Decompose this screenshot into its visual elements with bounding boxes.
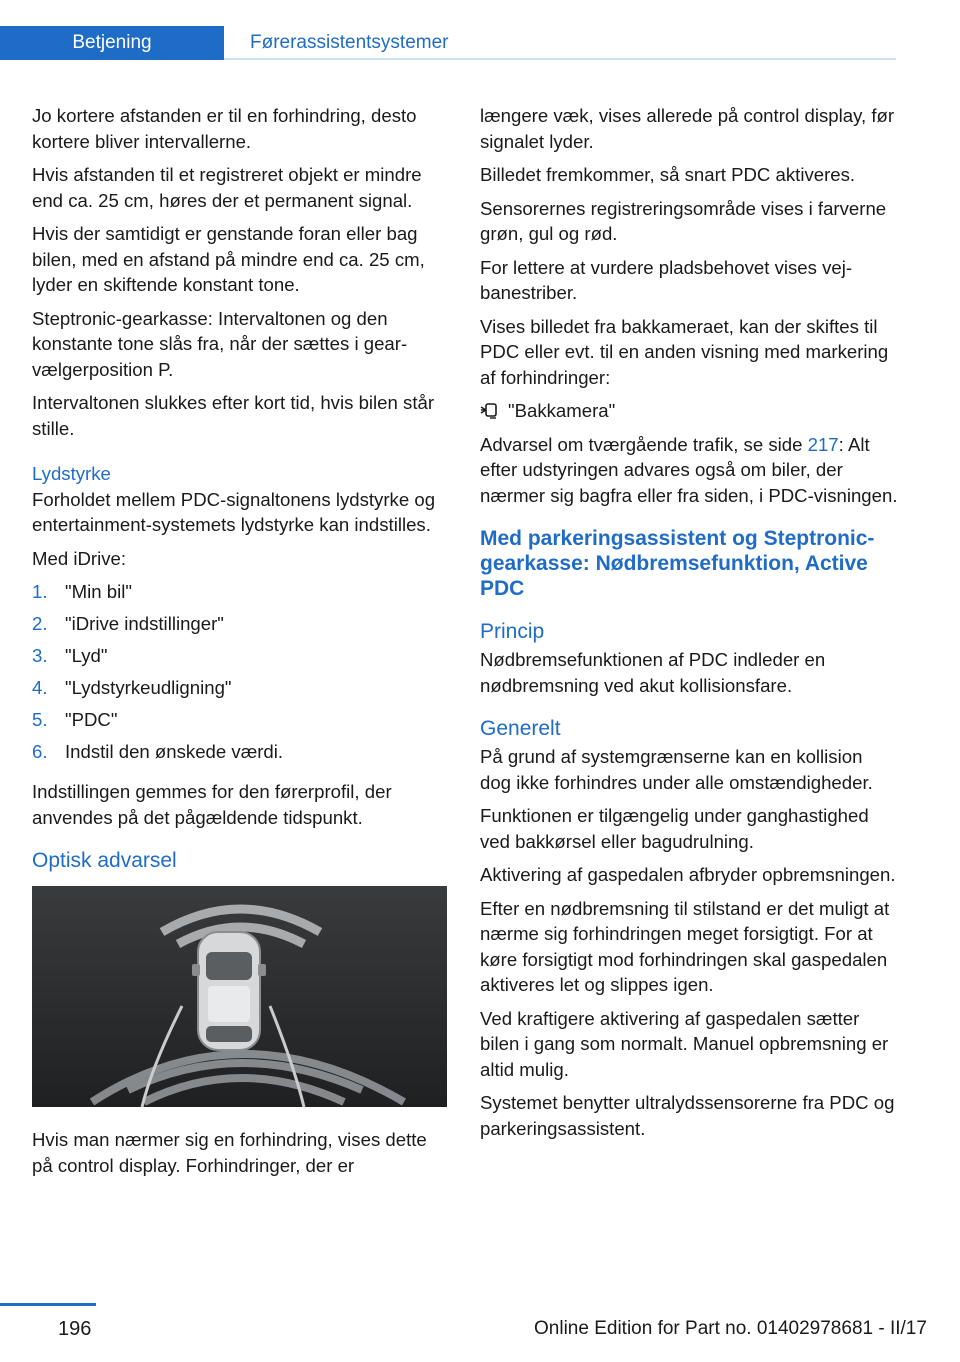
- step-text: Indstil den ønskede værdi.: [65, 741, 284, 762]
- text: Advarsel om tværgående trafik, se side: [480, 433, 808, 455]
- paragraph: Hvis der samtidigt er genstande foran eller bag bilen, med en afstand på mindre end ca. 25 cm, lyder en skiftende konstant tone.: [32, 223, 425, 295]
- paragraph: Med iDrive:: [32, 547, 127, 569]
- step-number: 1.: [32, 581, 48, 602]
- edition-text: Online Edition for Part no. 01402978681 - II/17: [534, 1318, 927, 1339]
- heading-optisk-advarsel: Optisk advarsel: [32, 849, 177, 872]
- paragraph: [480, 432, 898, 509]
- paragraph: På grund af systemgrænserne kan en kollision dog ikke forhindres under alle omstændigheder.: [480, 746, 873, 793]
- paragraph: For lettere at vurdere pladsbehovet vises vejbanestriber.: [480, 256, 853, 303]
- page-number: 196: [58, 1318, 92, 1340]
- list-item: [32, 675, 450, 707]
- paragraph: Forholdet mellem PDC-signaltonens lydstyrke og entertainment-systemets lydstyrke kan indstilles.: [32, 488, 436, 535]
- paragraph: Indstillingen gemmes for den førerprofil, der anvendes på det pågældende tidspunkt.: [32, 781, 392, 828]
- header-tabs: [0, 26, 448, 60]
- list-item: [32, 739, 450, 771]
- subheading-lydstyrke: Lydstyrke: [32, 463, 111, 484]
- step-number: 3.: [32, 645, 48, 666]
- right-column: [480, 103, 898, 1149]
- paragraph: Sensorernes registreringsområde vises i farverne grøn, gul og rød.: [480, 197, 887, 244]
- step-text: "Lyd": [65, 645, 108, 666]
- pdc-display-image: [32, 886, 447, 1107]
- paragraph: Vises billedet fra bakkameraet, kan der skiftes til PDC eller evt. til en anden visning med markering af forhindringer:: [480, 315, 889, 388]
- step-text: "Min bil": [65, 581, 132, 602]
- step-number: 5.: [32, 709, 48, 730]
- left-column: [32, 103, 450, 1186]
- paragraph: Hvis afstanden til et registreret objekt er mindre end ca. 25 cm, høres der et permanent signal.: [32, 164, 422, 211]
- camera-label: "Bakkamera": [508, 400, 616, 421]
- step-text: "PDC": [65, 709, 118, 730]
- paragraph: Funktionen er tilgængelig under ganghastighed ved bakkørsel eller bagudrulning.: [480, 805, 869, 852]
- paragraph: Efter en nødbremsning til stilstand er det muligt at nærme sig forhindringen meget forsigtigt. For at køre forsigtigt mod forhindringen skal gaspedalen aktiveres let og slippes igen.: [480, 897, 890, 995]
- paragraph: Jo kortere afstanden er til en forhindring, desto kortere bliver intervallerne.: [32, 105, 417, 152]
- camera-option: [480, 398, 898, 424]
- paragraph: Systemet benytter ultralydssensorerne fra PDC og parkeringsassistent.: [480, 1092, 895, 1139]
- heading-generelt: Generelt: [480, 717, 561, 740]
- pdc-car-illustration: [32, 886, 447, 1107]
- paragraph: Hvis man nærmer sig en forhindring, vises dette på control display. Forhindringer, der er: [32, 1129, 427, 1176]
- paragraph: Steptronic-gearkasse: Intervaltonen og den konstante tone slås fra, når der sættes i gearvælgerposition P.: [32, 307, 408, 380]
- paragraph: Nødbremsefunktionen af PDC indleder en nødbremsning ved akut kollisionsfare.: [480, 649, 826, 696]
- tab-forerassistentsystemer[interactable]: Førerassistentsystemer: [250, 32, 449, 53]
- list-item: [32, 611, 450, 643]
- paragraph: Intervaltonen slukkes efter kort tid, hvis bilen står stille.: [32, 392, 435, 439]
- step-number: 2.: [32, 613, 48, 634]
- paragraph: længere væk, vises allerede på control display, før signalet lyder.: [480, 105, 895, 152]
- step-number: 4.: [32, 677, 48, 698]
- list-item: [32, 707, 450, 739]
- paragraph: Aktivering af gaspedalen afbryder opbremsningen.: [480, 864, 896, 885]
- heading-active-pdc: Med parkeringsassistent og Steptronic-gearkasse: Nødbremsefunktion, Active PDC: [480, 527, 875, 600]
- paragraph: Billedet fremkommer, så snart PDC aktiveres.: [480, 164, 856, 185]
- list-item: [32, 643, 450, 675]
- tab-betjening[interactable]: Betjening: [0, 26, 224, 60]
- step-list: [32, 579, 450, 771]
- step-number: 6.: [32, 741, 48, 762]
- paragraph: Ved kraftigere aktivering af gaspedalen sætter bilen i gang som normalt. Manuel opbremsning er altid mulig.: [480, 1007, 889, 1080]
- footer-rule: [0, 1303, 96, 1306]
- rear-camera-icon: [480, 402, 500, 420]
- heading-princip: Princip: [480, 620, 545, 643]
- text: : Alt efter udstyringen advares også om biler, der nærmer sig bagfra eller fra siden, i PDC-visningen.: [480, 433, 898, 506]
- page-link[interactable]: 217: [807, 433, 839, 455]
- header-divider: [224, 58, 896, 60]
- step-text: "Lydstyrkeudligning": [65, 677, 232, 698]
- list-item: [32, 579, 450, 611]
- step-text: "iDrive indstillinger": [65, 613, 224, 634]
